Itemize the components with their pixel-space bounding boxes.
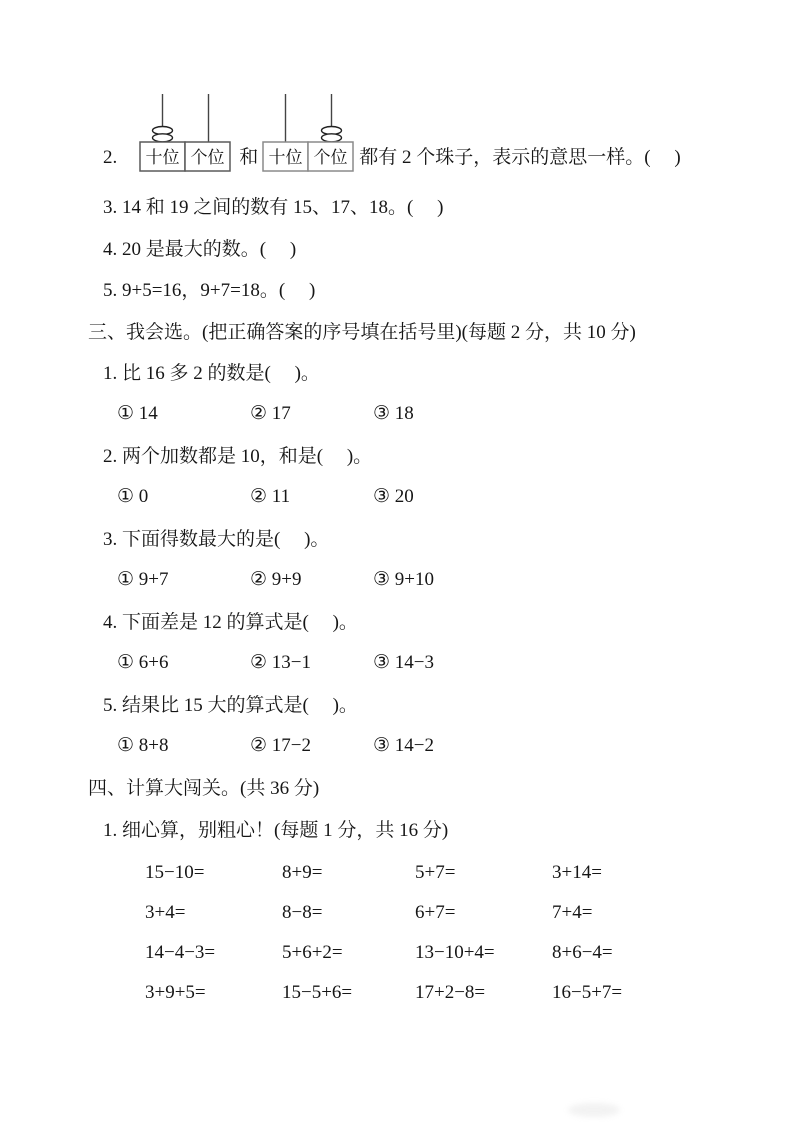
option-3: ③ 14−3 xyxy=(373,651,434,673)
section-title: 三、我会选。(把正确答案的序号填在括号里)(每题 2 分，共 10 分) xyxy=(88,321,636,343)
question-text: 5. 9+5=16，9+7=18。( ) xyxy=(103,280,316,302)
section-title: 四、计算大闯关。(共 36 分) xyxy=(88,778,320,800)
choice-question-3-stem xyxy=(0,517,793,559)
option-1: ① 14 xyxy=(117,402,158,424)
calc-expression: 16−5+7= xyxy=(552,982,623,1003)
calc-expression: 8−8= xyxy=(282,902,323,923)
connector-text: 和 xyxy=(239,147,259,168)
judge-question-5 xyxy=(0,268,793,310)
question-text: 4. 20 是最大的数。( ) xyxy=(103,238,297,260)
tens-box-label: 十位 xyxy=(268,148,303,167)
ones-box-label: 个位 xyxy=(190,148,225,167)
scan-smudge xyxy=(568,1103,620,1117)
calc-expression: 3+4= xyxy=(145,902,186,923)
section-heading-calc xyxy=(0,766,793,808)
subsection-title: 1. 细心算，别粗心！(每题 1 分，共 16 分) xyxy=(103,819,449,841)
choice-question-2-stem xyxy=(0,434,793,476)
calc-expression: 8+6−4= xyxy=(552,942,613,963)
calc-expression: 7+4= xyxy=(552,902,593,923)
calc-expression: 5+6+2= xyxy=(282,942,343,963)
option-2: ② 13−1 xyxy=(250,651,311,673)
option-3: ③ 18 xyxy=(373,402,414,424)
question-text: 3. 14 和 19 之间的数有 15、17、18。( ) xyxy=(103,197,444,219)
choice-question-5-options xyxy=(0,725,793,767)
calc-expression: 3+9+5= xyxy=(145,982,206,1003)
ones-box-label: 个位 xyxy=(313,148,348,167)
option-2: ② 11 xyxy=(250,485,291,507)
calc-expression: 6+7= xyxy=(415,902,456,923)
question-text: 都有 2 个珠子，表示的意思一样。( ) xyxy=(359,147,681,168)
abacus-diagram-left xyxy=(139,94,231,172)
option-1: ① 0 xyxy=(117,485,149,507)
choice-question-5-stem xyxy=(0,683,793,725)
question-text: 5. 结果比 15 大的算式是( )。 xyxy=(103,695,358,717)
beads-on-tens-rod xyxy=(153,127,173,142)
calc-expression: 15−5+6= xyxy=(282,982,353,1003)
question-text: 1. 比 16 多 2 的数是( )。 xyxy=(103,363,320,385)
choice-question-1-stem xyxy=(0,351,793,393)
option-1: ① 9+7 xyxy=(117,568,169,590)
calc-subheading xyxy=(0,808,793,850)
choice-question-2-options xyxy=(0,476,793,518)
option-3: ③ 20 xyxy=(373,485,414,507)
judge-question-2 xyxy=(103,94,681,172)
option-3: ③ 9+10 xyxy=(373,568,434,590)
choice-question-4-stem xyxy=(0,600,793,642)
tens-box-label: 十位 xyxy=(145,148,180,167)
choice-question-3-options xyxy=(0,559,793,601)
calc-expression: 17+2−8= xyxy=(415,982,486,1003)
section-heading-choice xyxy=(0,310,793,352)
calc-expression: 15−10= xyxy=(145,862,205,883)
option-1: ① 8+8 xyxy=(117,734,169,756)
option-1: ① 6+6 xyxy=(117,651,169,673)
calc-expression: 8+9= xyxy=(282,862,323,883)
bead xyxy=(322,134,342,142)
calc-expression: 3+14= xyxy=(552,862,602,883)
calc-expression: 13−10+4= xyxy=(415,942,495,963)
beads-on-ones-rod xyxy=(322,127,342,142)
calc-expression: 14−4−3= xyxy=(145,942,216,963)
option-2: ② 17−2 xyxy=(250,734,311,756)
calc-expression: 5+7= xyxy=(415,862,456,883)
option-3: ③ 14−2 xyxy=(373,734,434,756)
choice-question-4-options xyxy=(0,642,793,684)
worksheet-body xyxy=(0,185,793,849)
question-number: 2. xyxy=(103,147,118,168)
question-text: 2. 两个加数都是 10，和是( )。 xyxy=(103,446,373,468)
choice-question-1-options xyxy=(0,393,793,435)
option-2: ② 17 xyxy=(250,402,291,424)
option-2: ② 9+9 xyxy=(250,568,302,590)
judge-question-3 xyxy=(0,185,793,227)
calc-exercise-grid xyxy=(145,853,702,1013)
bead xyxy=(153,134,173,142)
abacus-diagram-right xyxy=(262,94,354,172)
question-text: 3. 下面得数最大的是( )。 xyxy=(103,529,330,551)
judge-question-4 xyxy=(0,227,793,269)
question-text: 4. 下面差是 12 的算式是( )。 xyxy=(103,612,358,634)
